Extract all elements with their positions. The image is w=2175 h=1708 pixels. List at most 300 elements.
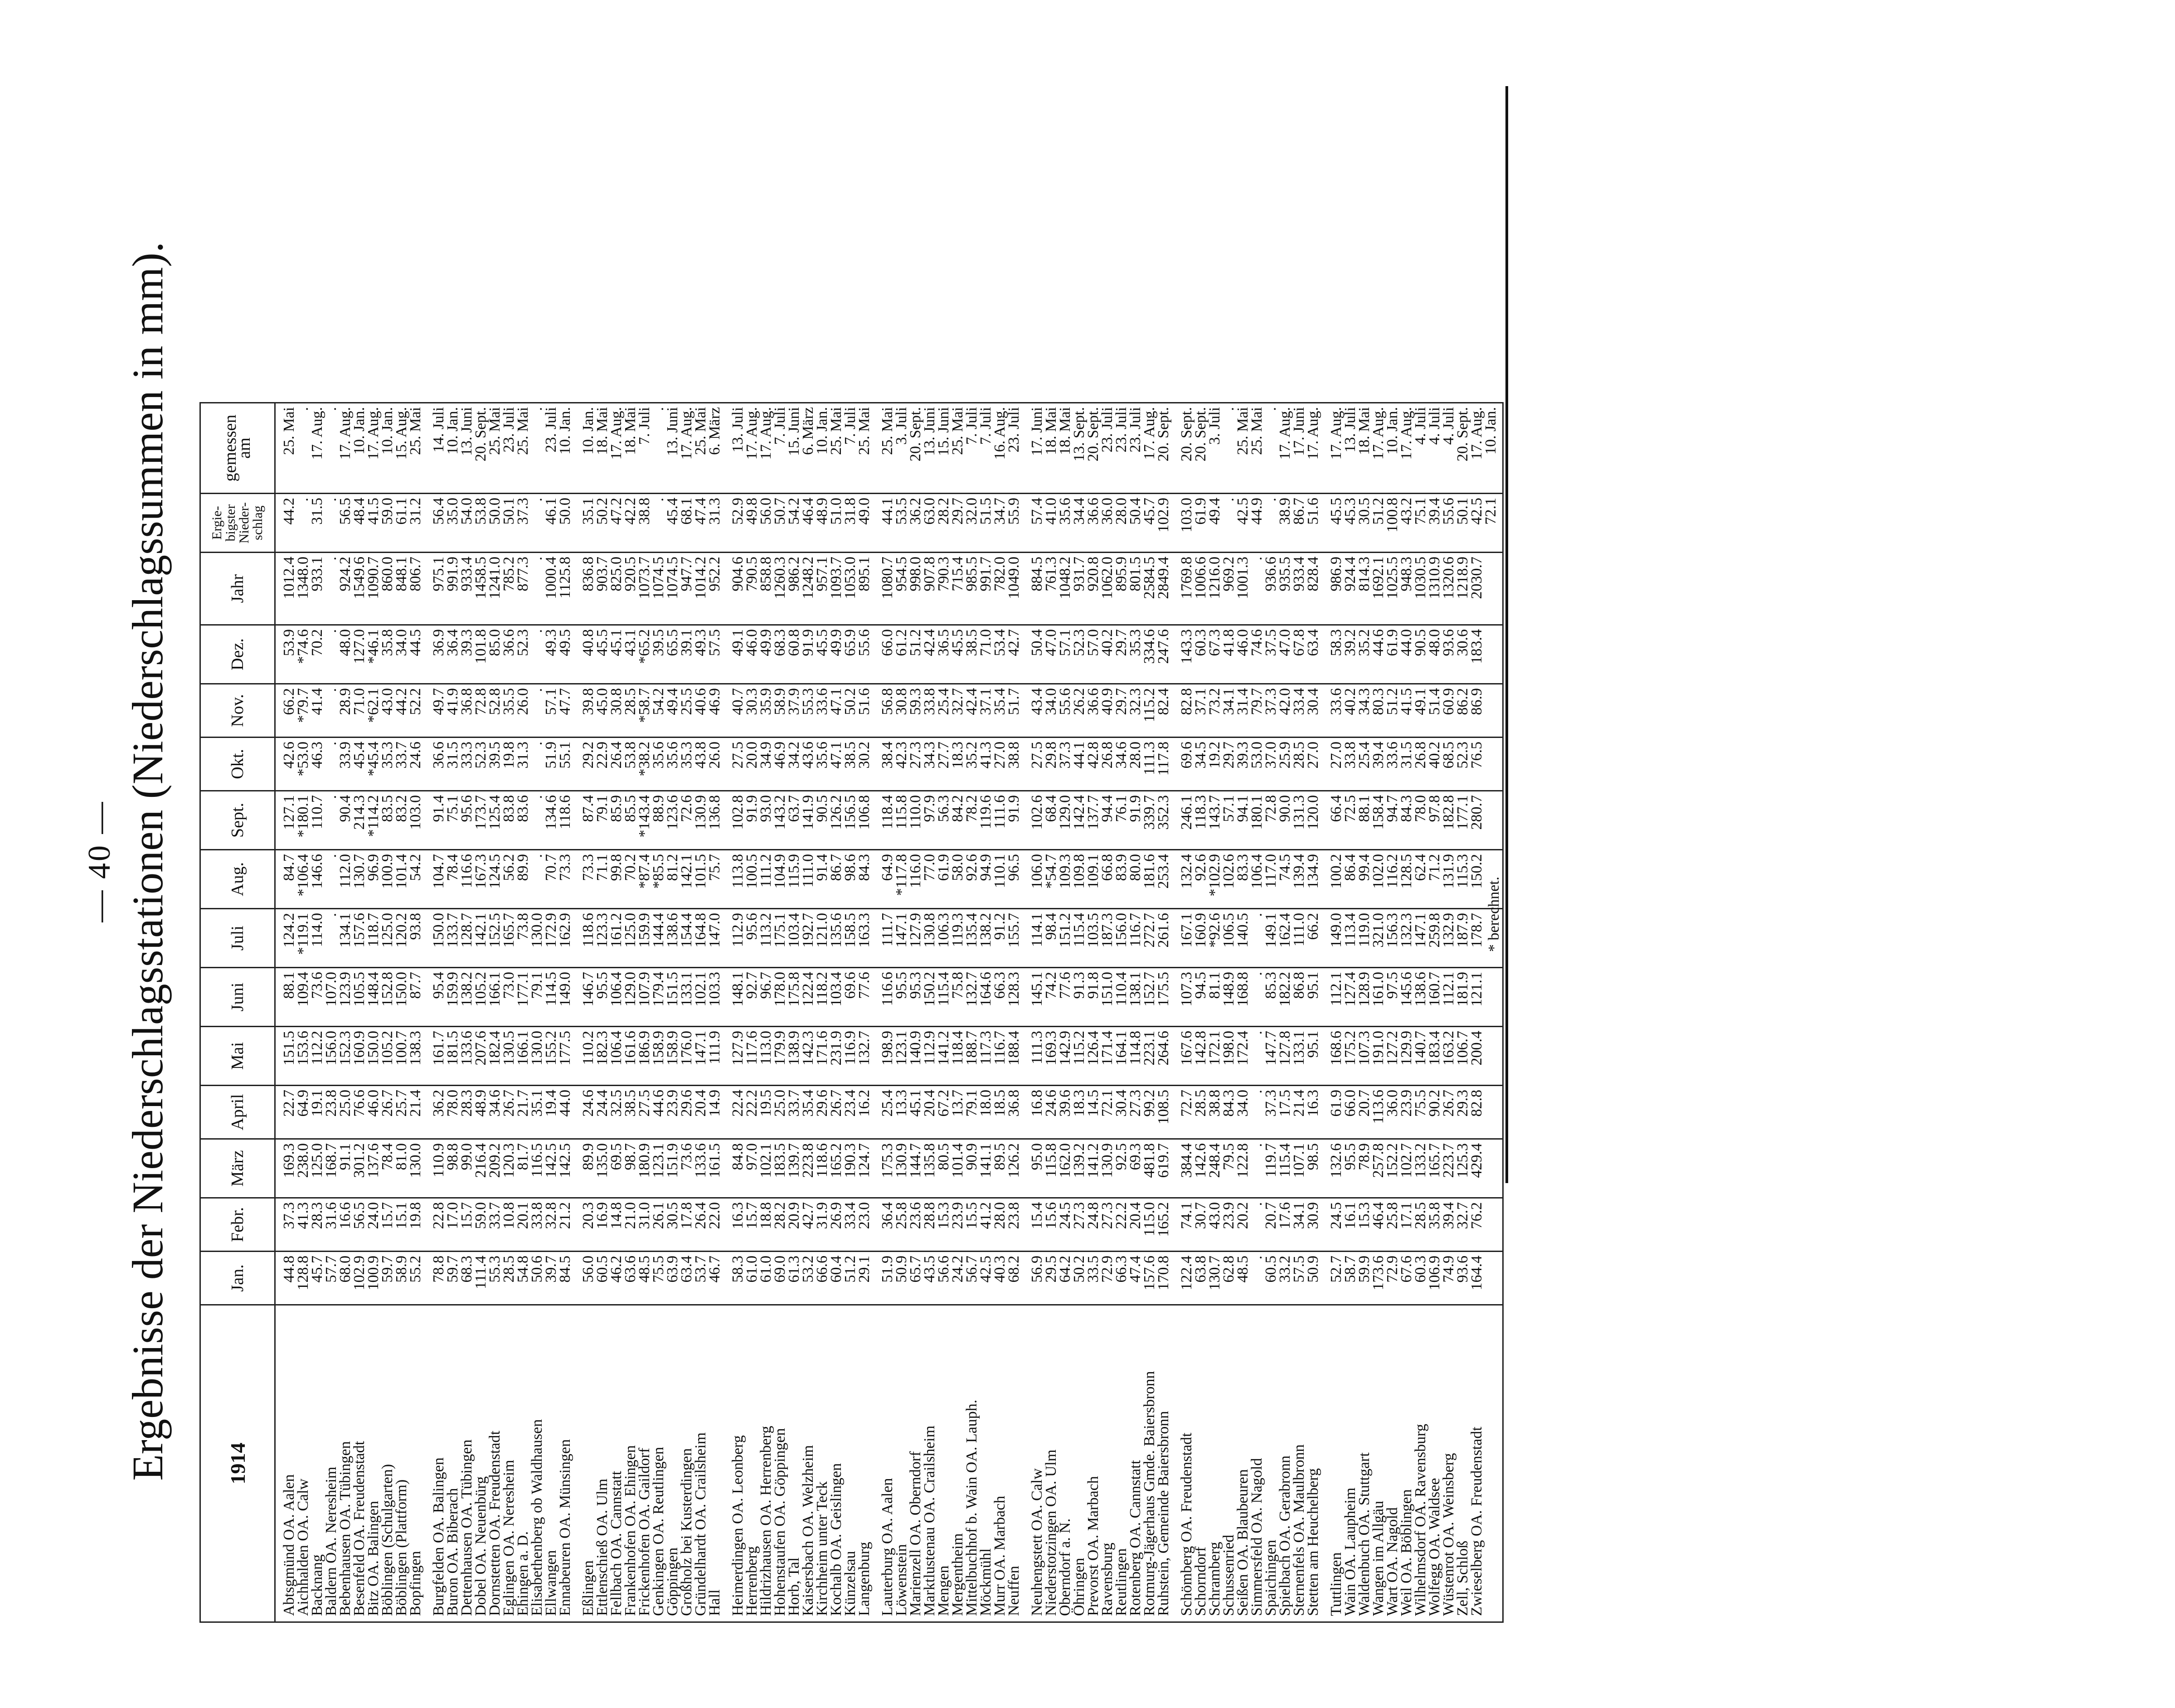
cell-max: 63.0 xyxy=(922,494,937,553)
station-name-cell: Ellwangen xyxy=(544,1305,558,1622)
cell-max: 43.2 xyxy=(1399,494,1413,553)
table-row xyxy=(951,403,965,1622)
cell-jan: 56.9 xyxy=(1021,1252,1044,1305)
cell-jul: 151.2 xyxy=(1058,909,1072,968)
cell-feb: 41.3 xyxy=(296,1198,310,1252)
cell-jan: 62.8 xyxy=(1222,1252,1236,1305)
header-jahr: Jahr xyxy=(200,553,275,625)
cell-okt: 36.6 xyxy=(422,738,446,791)
cell-apr: 25.0 xyxy=(773,1086,787,1139)
cell-mar: 209.2 xyxy=(488,1139,502,1198)
cell-date: 25. Mai xyxy=(516,403,530,494)
header-date: gemessen am xyxy=(200,403,275,494)
cell-jul: 155.7 xyxy=(1007,909,1021,968)
cell-jan: 45.7 xyxy=(310,1252,324,1305)
cell-nov: 39.8 xyxy=(572,684,595,738)
cell-feb: 59.0 xyxy=(474,1198,488,1252)
station-name-cell: Heimerdingen OA. Leonberg xyxy=(722,1305,745,1622)
cell-apr: 82.8 xyxy=(1470,1086,1484,1139)
cell-jun xyxy=(1484,968,1503,1027)
cell-mar: 152.2 xyxy=(1385,1139,1399,1198)
cell-mai: 151.5 xyxy=(275,1027,296,1086)
cell-jahr: 1348.0 xyxy=(296,553,310,625)
cell-jul: 114.0 xyxy=(310,909,324,968)
cell-date: 17. Aug. xyxy=(680,403,694,494)
cell-mai: 150.0 xyxy=(366,1027,380,1086)
cell-nov: 41.9 xyxy=(446,684,460,738)
cell-aug: 86.7 xyxy=(829,850,843,909)
cell-jul: 106.5 xyxy=(1222,909,1236,968)
table-row xyxy=(857,403,871,1622)
cell-mar: 95.5 xyxy=(1343,1139,1357,1198)
cell-jan: 68.3 xyxy=(460,1252,474,1305)
cell-jun: 95.1 xyxy=(1306,968,1320,1027)
cell-max: 103.0 xyxy=(1170,494,1194,553)
cell-dez: 60.3 xyxy=(1194,625,1208,684)
cell-nov: 40.2 xyxy=(1343,684,1357,738)
cell-aug: 109.8 xyxy=(1072,850,1086,909)
cell-max: 35.6 xyxy=(1058,494,1072,553)
cell-mar: 89.5 xyxy=(993,1139,1007,1198)
cell-apr: 20.4 xyxy=(694,1086,708,1139)
cell-jul: *92.6 xyxy=(1208,909,1222,968)
cell-jahr: 933.4 xyxy=(460,553,474,625)
cell-jahr: 1006.6 xyxy=(1194,553,1208,625)
cell-apr: 19.4 xyxy=(544,1086,558,1139)
cell-aug: 253.4 xyxy=(1156,850,1170,909)
cell-max: 50.0 xyxy=(558,494,572,553)
cell-jun: 133.1 xyxy=(680,968,694,1027)
cell-jun: 107.3 xyxy=(1170,968,1194,1027)
cell-max: 31.3 xyxy=(708,494,722,553)
station-name-cell: Ettlenschieß OA. Ulm xyxy=(595,1305,609,1622)
cell-jun: 107.0 xyxy=(324,968,338,1027)
cell-jan: 170.8 xyxy=(1156,1252,1170,1305)
cell-max: 42.2 xyxy=(623,494,637,553)
cell-sep: 111.6 xyxy=(993,791,1007,850)
table-row xyxy=(460,403,474,1622)
cell-mai: 142.3 xyxy=(801,1027,815,1086)
table-row xyxy=(275,403,296,1622)
cell-jan: 33.5 xyxy=(1086,1252,1100,1305)
header-year: 1914 xyxy=(200,1305,275,1622)
table-row xyxy=(1236,403,1250,1622)
cell-jul: . xyxy=(324,909,338,968)
cell-max: 53.8 xyxy=(474,494,488,553)
cell-sep: 72.6 xyxy=(680,791,694,850)
cell-aug: 89.9 xyxy=(516,850,530,909)
cell-jan: 59.9 xyxy=(1357,1252,1371,1305)
cell-jun: 91.3 xyxy=(1072,968,1086,1027)
station-name-cell xyxy=(1484,1305,1503,1622)
station-name-cell: Neuffen xyxy=(1007,1305,1021,1622)
cell-jahr: 828.4 xyxy=(1306,553,1320,625)
cell-feb: 34.1 xyxy=(1292,1198,1306,1252)
cell-jun: 95.4 xyxy=(422,968,446,1027)
cell-aug: . xyxy=(324,850,338,909)
cell-mai: 133.6 xyxy=(460,1027,474,1086)
cell-date: 17. Aug. xyxy=(1306,403,1320,494)
cell-apr: 14.5 xyxy=(1086,1086,1100,1139)
cell-okt: *53.0 xyxy=(296,738,310,791)
cell-max: 37.3 xyxy=(516,494,530,553)
cell-nov: 40.9 xyxy=(1100,684,1114,738)
cell-dez: 247.6 xyxy=(1156,625,1170,684)
cell-dez: 42.7 xyxy=(1007,625,1021,684)
cell-jan: 100.9 xyxy=(366,1252,380,1305)
cell-max: 32.0 xyxy=(965,494,979,553)
cell-apr: 13.7 xyxy=(951,1086,965,1139)
cell-jan: 51.2 xyxy=(843,1252,857,1305)
header-jun: Juni xyxy=(200,968,275,1027)
cell-jahr: 1012.4 xyxy=(275,553,296,625)
cell-jahr: 782.0 xyxy=(993,553,1007,625)
cell-dez: 37.5 xyxy=(1264,625,1278,684)
cell-dez: 61.9 xyxy=(1385,625,1399,684)
cell-aug: 70.7 xyxy=(544,850,558,909)
cell-feb: 16.3 xyxy=(722,1198,745,1252)
cell-dez: 44.0 xyxy=(1399,625,1413,684)
cell-okt: 26.8 xyxy=(1100,738,1114,791)
cell-jun: 73.6 xyxy=(310,968,324,1027)
cell-mar: 144.7 xyxy=(908,1139,922,1198)
cell-sep: 88.9 xyxy=(651,791,665,850)
table-row xyxy=(1343,403,1357,1622)
cell-apr: 72.1 xyxy=(1100,1086,1114,1139)
cell-jul: 103.4 xyxy=(787,909,801,968)
cell-nov: 56.8 xyxy=(871,684,894,738)
cell-jahr: . xyxy=(530,553,544,625)
cell-sep: 173.7 xyxy=(474,791,488,850)
cell-okt: *38.2 xyxy=(637,738,651,791)
cell-okt: 76.5 xyxy=(1470,738,1484,791)
cell-date: 17. Aug. xyxy=(338,403,352,494)
cell-nov: 28.5 xyxy=(623,684,637,738)
cell-mai: 152.3 xyxy=(338,1027,352,1086)
table-row xyxy=(1086,403,1100,1622)
cell-jan: 53.7 xyxy=(694,1252,708,1305)
cell-sep: 143.7 xyxy=(1208,791,1222,850)
cell-apr: 64.9 xyxy=(296,1086,310,1139)
station-name-cell: Fellbach OA. Cannstatt xyxy=(609,1305,623,1622)
cell-mar: 161.5 xyxy=(708,1139,722,1198)
cell-apr: 35.1 xyxy=(530,1086,544,1139)
cell-jun: 128.3 xyxy=(1007,968,1021,1027)
cell-feb: 20.4 xyxy=(1128,1198,1142,1252)
cell-max: 45.7 xyxy=(1142,494,1156,553)
cell-max: 53.5 xyxy=(894,494,908,553)
cell-feb: 23.6 xyxy=(908,1198,922,1252)
cell-feb: 15.4 xyxy=(1021,1198,1044,1252)
cell-jul: 93.8 xyxy=(408,909,422,968)
cell-nov: 43.4 xyxy=(1021,684,1044,738)
cell-aug: 110.1 xyxy=(993,850,1007,909)
cell-jahr: 924.2 xyxy=(338,553,352,625)
cell-feb: 16.6 xyxy=(338,1198,352,1252)
cell-jan: 46.2 xyxy=(609,1252,623,1305)
cell-mai: 172.1 xyxy=(1208,1027,1222,1086)
cell-mai: 153.6 xyxy=(296,1027,310,1086)
cell-nov: 34.0 xyxy=(1044,684,1058,738)
table-row xyxy=(352,403,366,1622)
cell-sep: 110.0 xyxy=(908,791,922,850)
cell-apr: 24.6 xyxy=(1044,1086,1058,1139)
cell-feb: 20.2 xyxy=(1236,1198,1250,1252)
table-title: Ergebnisse der Niederschlagsstationen (Niederschlagssummen in mm). xyxy=(123,242,172,1481)
cell-jul: 138.6 xyxy=(665,909,680,968)
table-row xyxy=(979,403,993,1622)
cell-sep: 90.0 xyxy=(1278,791,1292,850)
cell-jan: 61.0 xyxy=(745,1252,759,1305)
cell-aug: 117.0 xyxy=(1264,850,1278,909)
cell-aug: 130.7 xyxy=(352,850,366,909)
cell-jul: 112.9 xyxy=(722,909,745,968)
table-row xyxy=(680,403,694,1622)
table-row xyxy=(408,403,422,1622)
cell-jul: 106.3 xyxy=(937,909,951,968)
cell-jan: 33.2 xyxy=(1278,1252,1292,1305)
table-row xyxy=(572,403,595,1622)
cell-max: 31.2 xyxy=(408,494,422,553)
cell-apr: 26.7 xyxy=(829,1086,843,1139)
cell-jun: 116.6 xyxy=(871,968,894,1027)
cell-feb: 15.6 xyxy=(1044,1198,1058,1252)
cell-sep: 56.3 xyxy=(937,791,951,850)
cell-dez: 66.0 xyxy=(871,625,894,684)
cell-max: 50.2 xyxy=(595,494,609,553)
cell-okt: 35.3 xyxy=(380,738,394,791)
cell-jun: 178.0 xyxy=(773,968,787,1027)
table-row xyxy=(843,403,857,1622)
cell-sep xyxy=(1484,791,1503,850)
cell-nov: 37.1 xyxy=(1194,684,1208,738)
table-row xyxy=(908,403,922,1622)
cell-date: . xyxy=(1222,403,1236,494)
cell-apr: 38.5 xyxy=(623,1086,637,1139)
cell-jun: 91.8 xyxy=(1086,968,1100,1027)
cell-jahr: 2030.7 xyxy=(1470,553,1484,625)
cell-okt: 19.8 xyxy=(502,738,516,791)
cell-apr: 35.4 xyxy=(801,1086,815,1139)
station-name-cell: Ehingen a. D. xyxy=(516,1305,530,1622)
cell-jan: 55.3 xyxy=(488,1252,502,1305)
cell-jan: 57.7 xyxy=(324,1252,338,1305)
cell-max: . xyxy=(324,494,338,553)
cell-mar: 123.1 xyxy=(651,1139,665,1198)
cell-date: 23. Juli xyxy=(1114,403,1128,494)
station-name-cell: Backnang xyxy=(310,1305,324,1622)
cell-dez: 46.0 xyxy=(745,625,759,684)
cell-jahr: 1692.1 xyxy=(1371,553,1385,625)
station-name-cell: Aichhalden OA. Calw xyxy=(296,1305,310,1622)
station-name-cell: Baldern OA. Neresheim xyxy=(324,1305,338,1622)
header-jul: Juli xyxy=(200,909,275,968)
cell-date: 13. Juni xyxy=(460,403,474,494)
cell-sep: 97.8 xyxy=(1427,791,1442,850)
cell-sep: 66.4 xyxy=(1320,791,1343,850)
cell-okt: 34.6 xyxy=(1114,738,1128,791)
cell-mar: 223.8 xyxy=(801,1139,815,1198)
cell-aug: 91.4 xyxy=(815,850,829,909)
cell-nov: 115.2 xyxy=(1142,684,1156,738)
cell-sep: 57.1 xyxy=(1222,791,1236,850)
cell-dez: 70.2 xyxy=(310,625,324,684)
cell-okt: 29.7 xyxy=(1222,738,1236,791)
cell-jul: 134.1 xyxy=(338,909,352,968)
cell-jan: 56.0 xyxy=(572,1252,595,1305)
cell-dez: 90.5 xyxy=(1413,625,1427,684)
cell-date: . xyxy=(296,403,310,494)
table-row xyxy=(380,403,394,1622)
cell-mar: 69.5 xyxy=(609,1139,623,1198)
cell-max: 34.7 xyxy=(993,494,1007,553)
cell-feb: 165.2 xyxy=(1156,1198,1170,1252)
cell-mar: 132.6 xyxy=(1320,1139,1343,1198)
cell-feb: 33.4 xyxy=(843,1198,857,1252)
cell-nov: 36.8 xyxy=(460,684,474,738)
cell-date: 25. Mai xyxy=(488,403,502,494)
cell-dez: 41.8 xyxy=(1222,625,1236,684)
cell-mai: 155.2 xyxy=(544,1027,558,1086)
cell-jul: 156.3 xyxy=(1385,909,1399,968)
table-row xyxy=(595,403,609,1622)
cell-mai: 117.6 xyxy=(745,1027,759,1086)
cell-jul: 132.3 xyxy=(1399,909,1413,968)
cell-sep: 142.4 xyxy=(1072,791,1086,850)
cell-mai: 95.1 xyxy=(1306,1027,1320,1086)
cell-sep: 158.4 xyxy=(1371,791,1385,850)
cell-feb: 37.3 xyxy=(275,1198,296,1252)
cell-mar: 120.3 xyxy=(502,1139,516,1198)
cell-date: 4. Juli xyxy=(1427,403,1442,494)
cell-jan: 42.5 xyxy=(979,1252,993,1305)
station-name-cell: Mergentheim xyxy=(951,1305,965,1622)
cell-jahr: 948.3 xyxy=(1399,553,1413,625)
cell-aug: 101.4 xyxy=(394,850,408,909)
table-row xyxy=(1371,403,1385,1622)
cell-date: 17. Aug. xyxy=(1320,403,1343,494)
cell-jahr: 1216.0 xyxy=(1208,553,1222,625)
cell-sep: 72.8 xyxy=(1264,791,1278,850)
cell-mai: 126.4 xyxy=(1086,1027,1100,1086)
cell-max: 51.6 xyxy=(1306,494,1320,553)
table-row xyxy=(1044,403,1058,1622)
table-row xyxy=(937,403,951,1622)
cell-dez: 52.3 xyxy=(1072,625,1086,684)
cell-aug: *102.9 xyxy=(1208,850,1222,909)
cell-mar: 118.6 xyxy=(815,1139,829,1198)
cell-mar: 122.8 xyxy=(1236,1139,1250,1198)
cell-feb: 35.8 xyxy=(1427,1198,1442,1252)
cell-max: 47.2 xyxy=(609,494,623,553)
cell-aug: 134.9 xyxy=(1306,850,1320,909)
cell-apr: 28.3 xyxy=(460,1086,474,1139)
cell-dez: 36.5 xyxy=(937,625,951,684)
cell-aug: 116.6 xyxy=(460,850,474,909)
station-name-cell: Ravensburg xyxy=(1100,1305,1114,1622)
cell-mai: 182.3 xyxy=(595,1027,609,1086)
cell-date: 20. Sept. xyxy=(1456,403,1470,494)
cell-dez: 71.0 xyxy=(979,625,993,684)
cell-okt: 27.0 xyxy=(1320,738,1343,791)
cell-feb: 20.3 xyxy=(572,1198,595,1252)
cell-mai: 171.6 xyxy=(815,1027,829,1086)
cell-max: 36.6 xyxy=(1086,494,1100,553)
cell-mai: 207.6 xyxy=(474,1027,488,1086)
cell-date: 23. Juli xyxy=(1128,403,1142,494)
cell-sep: 119.6 xyxy=(979,791,993,850)
cell-feb: 26.4 xyxy=(694,1198,708,1252)
cell-jul: 113.2 xyxy=(759,909,773,968)
cell-apr: 90.2 xyxy=(1427,1086,1442,1139)
table-row xyxy=(1222,403,1236,1622)
table-body xyxy=(275,403,1503,1622)
cell-jun: 102.1 xyxy=(694,968,708,1027)
cell-nov: 42.4 xyxy=(965,684,979,738)
cell-jun: 148.9 xyxy=(1222,968,1236,1027)
cell-jul: 156.0 xyxy=(1114,909,1128,968)
cell-apr: 38.8 xyxy=(1208,1086,1222,1139)
cell-nov: 29.7 xyxy=(1114,684,1128,738)
cell-dez: 49.5 xyxy=(558,625,572,684)
cell-apr: 33.7 xyxy=(787,1086,801,1139)
table-row xyxy=(773,403,787,1622)
cell-date: 20. Sept. xyxy=(1086,403,1100,494)
cell-dez: *46.1 xyxy=(366,625,380,684)
cell-aug: 64.9 xyxy=(871,850,894,909)
cell-nov: *62.1 xyxy=(366,684,380,738)
cell-max: 44.2 xyxy=(275,494,296,553)
cell-date: 25. Mai xyxy=(857,403,871,494)
cell-jahr: 836.8 xyxy=(572,553,595,625)
cell-date: 17. Aug. xyxy=(745,403,759,494)
cell-okt: 24.6 xyxy=(408,738,422,791)
cell-date: 17. Juni xyxy=(1292,403,1306,494)
cell-max: 34.4 xyxy=(1072,494,1086,553)
cell-max: 57.4 xyxy=(1021,494,1044,553)
cell-apr: 44.0 xyxy=(558,1086,572,1139)
station-name-cell: Genkingen OA. Reutlingen xyxy=(651,1305,665,1622)
table-row xyxy=(965,403,979,1622)
station-name-cell: Ennabeuren OA. Münsingen xyxy=(558,1305,572,1622)
cell-dez: 127.0 xyxy=(352,625,366,684)
cell-mai: 116.7 xyxy=(993,1027,1007,1086)
table-row xyxy=(394,403,408,1622)
cell-mar: 92.5 xyxy=(1114,1139,1128,1198)
cell-jul: 124.2 xyxy=(275,909,296,968)
table-row xyxy=(1142,403,1156,1622)
cell-okt: 40.2 xyxy=(1427,738,1442,791)
cell-feb: 16.1 xyxy=(1343,1198,1357,1252)
cell-jahr: 936.6 xyxy=(1264,553,1278,625)
cell-max: . xyxy=(651,494,665,553)
cell-okt: 29.2 xyxy=(572,738,595,791)
cell-max: 30.5 xyxy=(1357,494,1371,553)
cell-jul: *119.1 xyxy=(296,909,310,968)
cell-feb: 15.7 xyxy=(460,1198,474,1252)
station-name-cell: Elisabethenberg ob Waldhausen xyxy=(530,1305,544,1622)
cell-jun: 175.8 xyxy=(787,968,801,1027)
cell-mai: 114.8 xyxy=(1128,1027,1142,1086)
cell-jun: 138.2 xyxy=(460,968,474,1027)
cell-nov: 43.0 xyxy=(380,684,394,738)
cell-mai: 130.0 xyxy=(530,1027,544,1086)
cell-aug: 99.8 xyxy=(609,850,623,909)
cell-jahr: 1241.0 xyxy=(488,553,502,625)
cell-nov: 66.2 xyxy=(275,684,296,738)
cell-dez: 36.9 xyxy=(422,625,446,684)
cell-jahr: 1074.5 xyxy=(651,553,665,625)
